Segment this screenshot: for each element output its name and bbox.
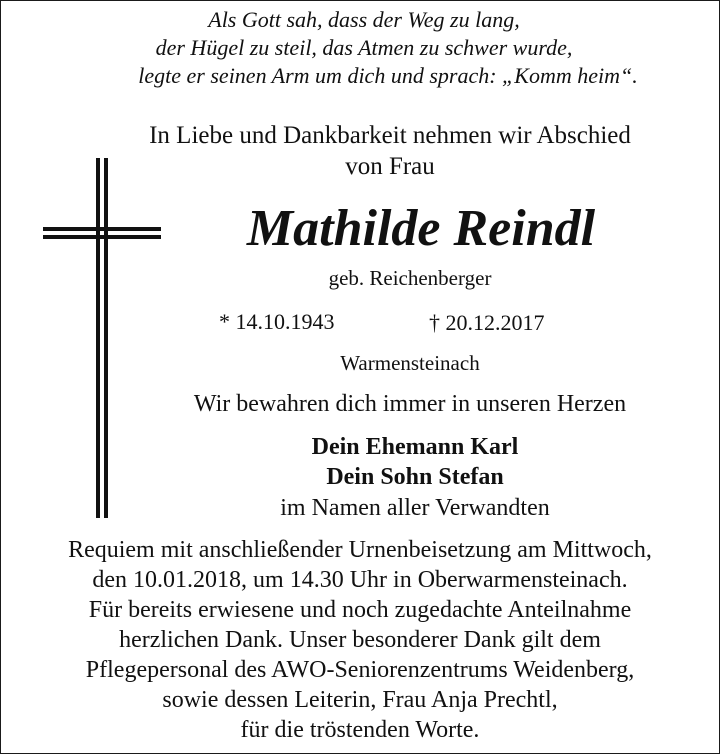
mourner-son: Dein Sohn Stefan (326, 464, 504, 490)
funeral-line-4: herzlichen Dank. Unser besonderer Dank gilt dem (119, 627, 601, 653)
maiden-name: geb. Reichenberger (328, 266, 492, 290)
funeral-line-5: Pflegepersonal des AWO-Seniorenzentrums Weidenberg, (85, 657, 635, 683)
funeral-line-3: Für bereits erwiesene und noch zugedachte Anteilnahme (88, 597, 632, 623)
poem-line-1: Als Gott sah, dass der Weg zu lang, (208, 7, 520, 32)
poem-line-3: legte er seinen Arm um dich und sprach: „Komm heim“. (138, 63, 638, 88)
funeral-line-6: sowie dessen Leiterin, Frau Anja Prechtl, (162, 687, 558, 713)
mourner-relatives: im Namen aller Verwandten (280, 495, 550, 521)
residence-place: Warmensteinach (340, 351, 480, 375)
funeral-line-7: für die tröstenden Worte. (240, 717, 480, 743)
funeral-line-2: den 10.01.2018, um 14.30 Uhr in Oberwarmensteinach. (92, 567, 628, 593)
birth-date: * 14.10.1943 (219, 309, 335, 334)
funeral-line-1: Requiem mit anschließender Urnenbeisetzung am Mittwoch, (68, 537, 652, 563)
intro-line-1: In Liebe und Dankbarkeit nehmen wir Abschied (149, 122, 631, 149)
deceased-name: Mathilde Reindl (246, 200, 596, 257)
motto-line: Wir bewahren dich immer in unseren Herzen (193, 391, 627, 417)
poem-line-2: der Hügel zu steil, das Atmen zu schwer wurde, (155, 35, 573, 60)
intro-line-2: von Frau (345, 153, 435, 180)
mourner-husband: Dein Ehemann Karl (311, 434, 519, 460)
death-date: † 20.12.2017 (429, 310, 545, 335)
